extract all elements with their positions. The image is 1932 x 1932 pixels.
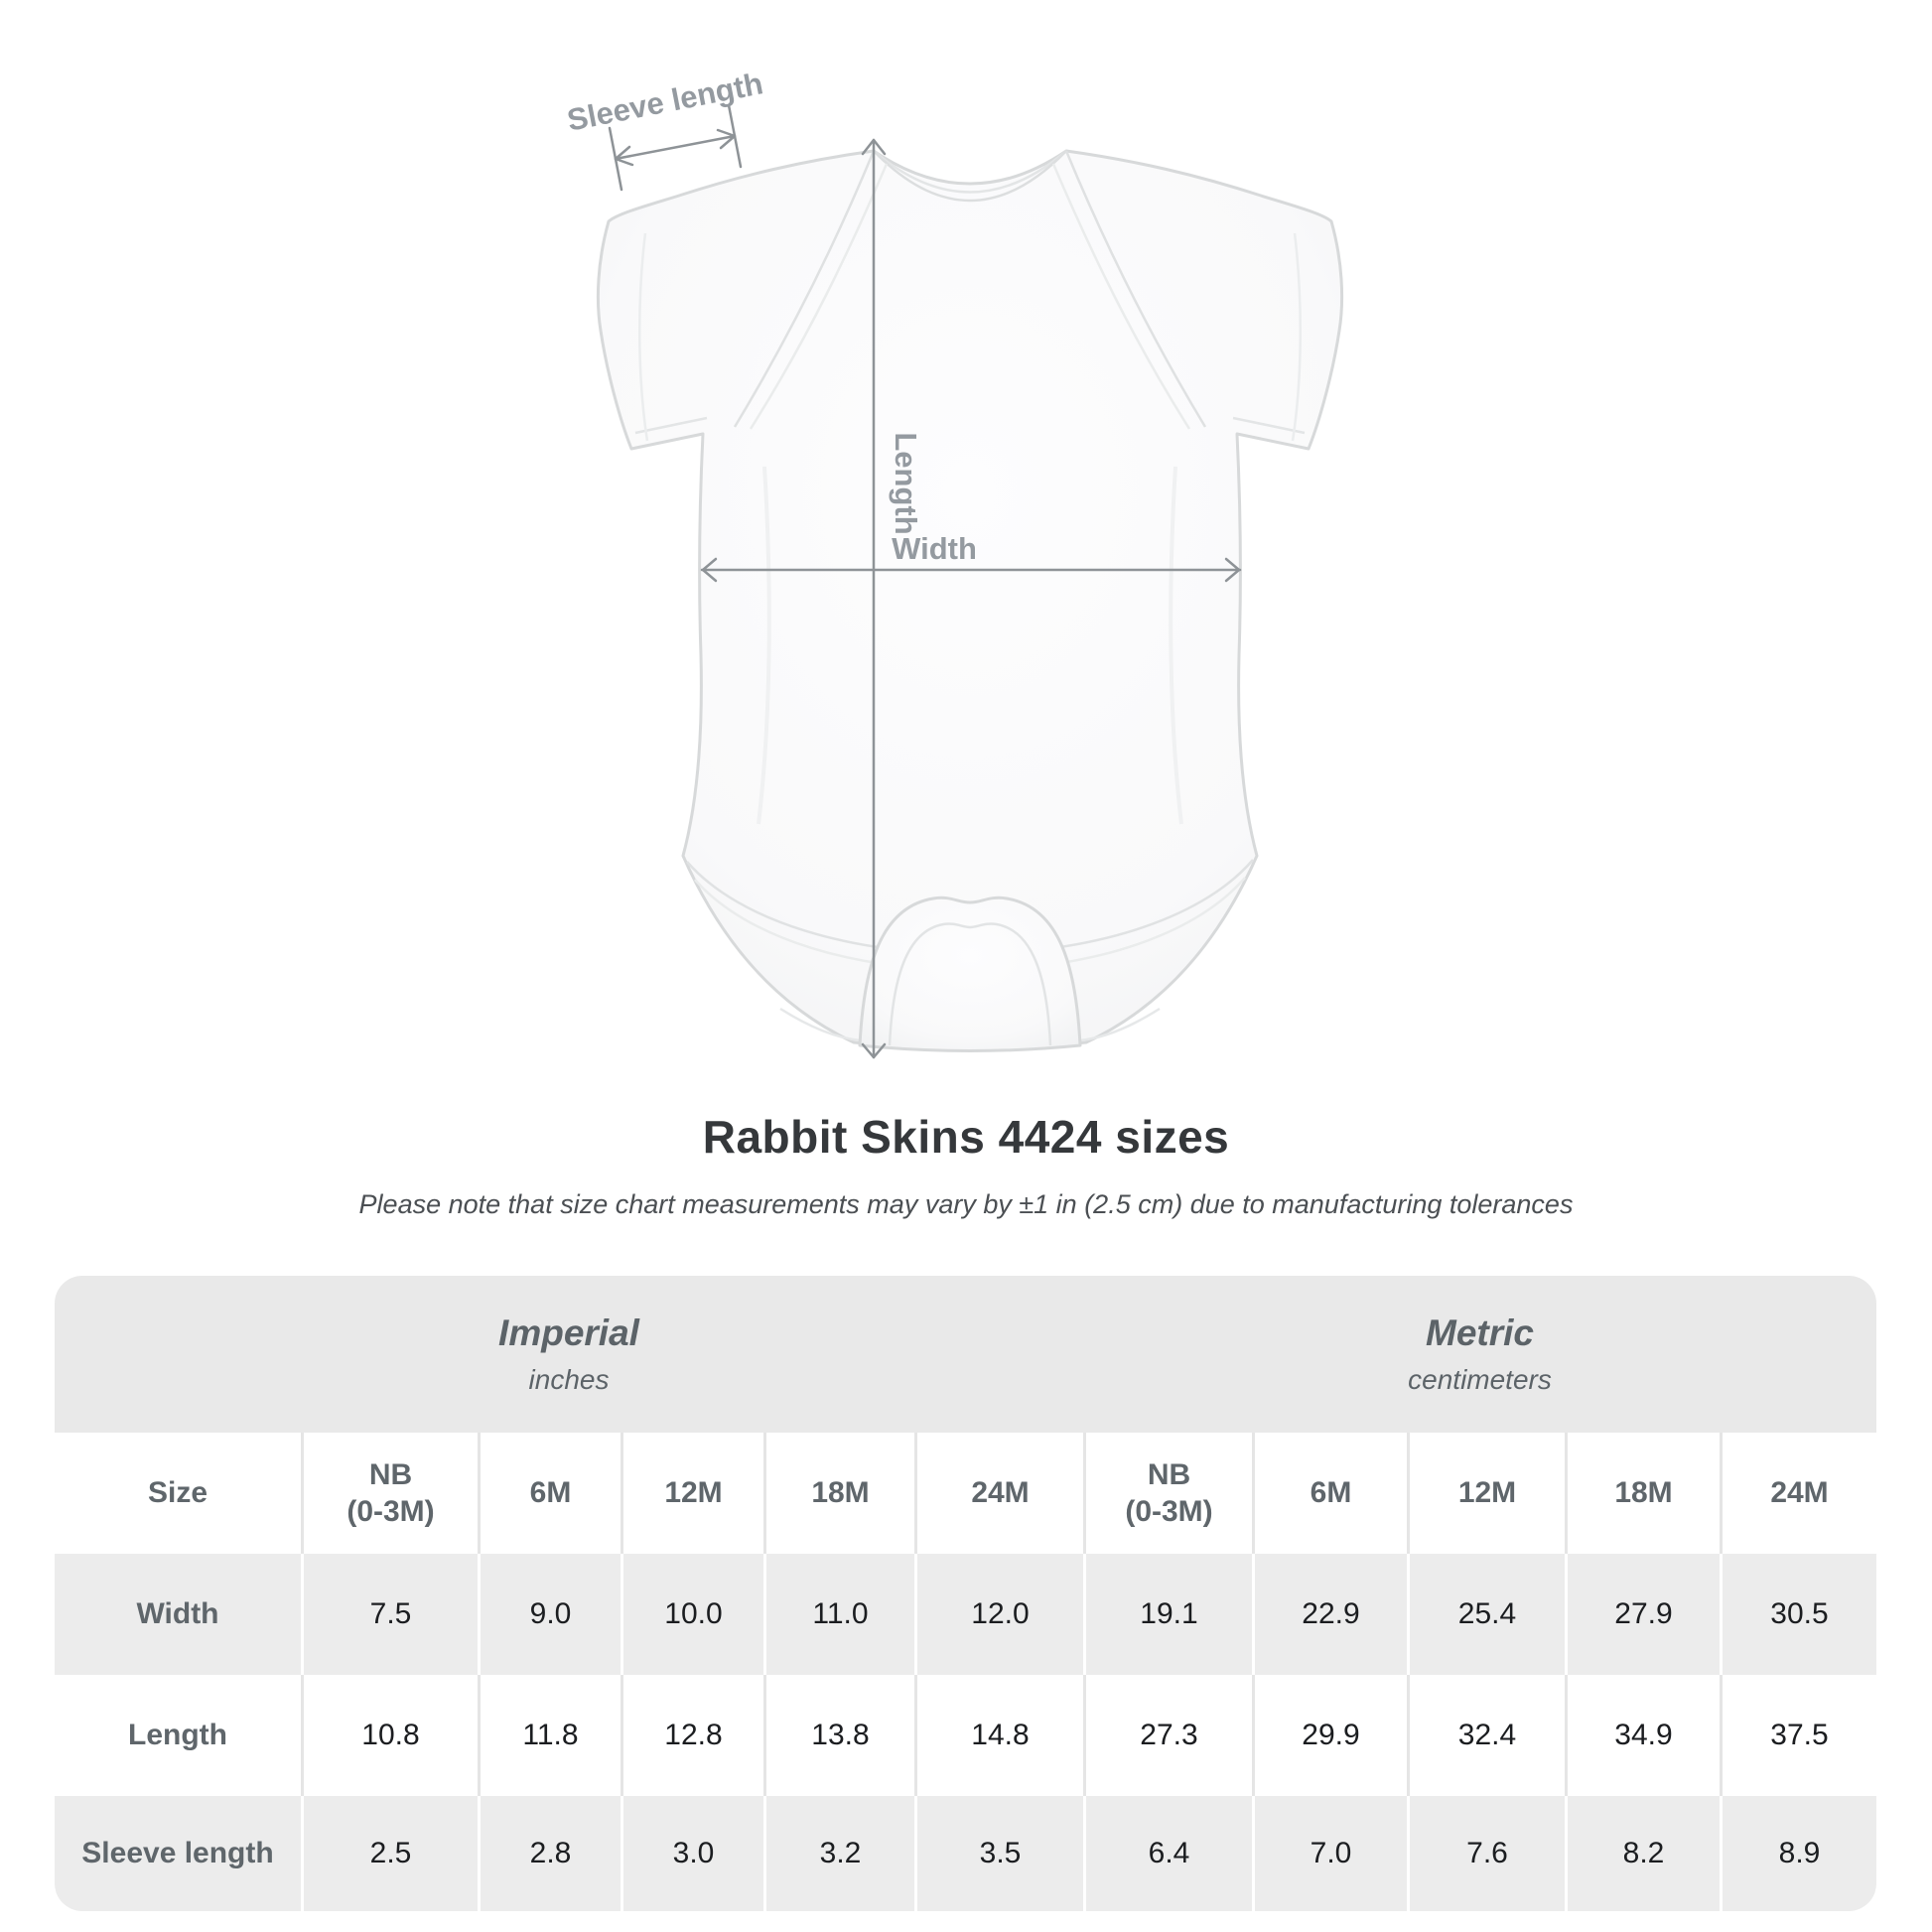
- table-cell: 30.5: [1720, 1554, 1876, 1675]
- table-cell: 10.0: [621, 1554, 763, 1675]
- row-label: Length: [128, 1719, 227, 1751]
- table-cell: 32.4: [1407, 1675, 1565, 1796]
- column-header: [763, 1433, 914, 1554]
- table-cell: 12.8: [621, 1675, 763, 1796]
- row-label: Sleeve length: [81, 1837, 274, 1869]
- table-cell: 2.5: [301, 1796, 478, 1911]
- table-cell: 10.8: [301, 1675, 478, 1796]
- table-row-sleeve-length: [55, 1796, 1876, 1911]
- column-header-line: 18M: [811, 1476, 870, 1510]
- column-header-line: 6M: [1310, 1476, 1352, 1510]
- table-cell: 8.9: [1720, 1796, 1876, 1911]
- table-cell: 6.4: [1083, 1796, 1252, 1911]
- column-header: [1083, 1433, 1252, 1554]
- table-cell: 11.0: [763, 1554, 914, 1675]
- column-header-line: 12M: [664, 1476, 723, 1510]
- imperial-unit: inches: [528, 1364, 610, 1395]
- table-cell: 25.4: [1407, 1554, 1565, 1675]
- size-chart-table: [55, 1276, 1876, 1911]
- table-cell: 8.2: [1565, 1796, 1720, 1911]
- column-header: [621, 1433, 763, 1554]
- column-header: [1407, 1433, 1565, 1554]
- table-cell: 7.6: [1407, 1796, 1565, 1911]
- sleeve-length-label: Sleeve length: [564, 66, 766, 138]
- table-cell: 29.9: [1252, 1675, 1407, 1796]
- column-header-line: 24M: [1770, 1476, 1829, 1510]
- table-cell: 9.0: [478, 1554, 621, 1675]
- column-header-line: (0-3M): [1125, 1495, 1213, 1528]
- column-header: [1720, 1433, 1876, 1554]
- table-cell: 7.0: [1252, 1796, 1407, 1911]
- table-cell: 22.9: [1252, 1554, 1407, 1675]
- metric-header: [1083, 1276, 1876, 1433]
- column-header-line: 18M: [1614, 1476, 1673, 1510]
- table-row-width: [55, 1554, 1876, 1675]
- page-title: Rabbit Skins 4424 sizes: [702, 1111, 1230, 1163]
- column-header-line: 6M: [529, 1476, 572, 1510]
- table-cell: 3.2: [763, 1796, 914, 1911]
- table-row-length: [55, 1675, 1876, 1796]
- metric-label: Metric: [1426, 1312, 1534, 1353]
- tolerance-note: Please note that size chart measurements may vary by ±1 in (2.5 cm) due to manufacturing tolerances: [358, 1189, 1574, 1219]
- table-cell: 11.8: [478, 1675, 621, 1796]
- width-label: Width: [892, 531, 977, 566]
- table-cell: 37.5: [1720, 1675, 1876, 1796]
- length-label: Length: [889, 432, 923, 535]
- column-header: [301, 1433, 478, 1554]
- table-cell: 27.9: [1565, 1554, 1720, 1675]
- metric-unit: centimeters: [1408, 1364, 1552, 1395]
- imperial-label: Imperial: [498, 1312, 639, 1353]
- column-header: [478, 1433, 621, 1554]
- table-cell: 13.8: [763, 1675, 914, 1796]
- table-cell: 2.8: [478, 1796, 621, 1911]
- size-column-title: Size: [147, 1476, 208, 1510]
- onesie-body: [598, 151, 1341, 1051]
- imperial-header: [55, 1276, 1083, 1433]
- table-cell: 12.0: [914, 1554, 1083, 1675]
- column-header: [914, 1433, 1083, 1554]
- table-cell: 27.3: [1083, 1675, 1252, 1796]
- column-header: [1252, 1433, 1407, 1554]
- row-label: Width: [136, 1597, 219, 1630]
- column-header-line: 12M: [1457, 1476, 1517, 1510]
- column-header-line: NB: [368, 1457, 413, 1491]
- column-header-line: (0-3M): [346, 1495, 435, 1528]
- column-header: [1565, 1433, 1720, 1554]
- table-cell: 3.5: [914, 1796, 1083, 1911]
- size-header-row: [55, 1433, 1876, 1554]
- units-header-row: [55, 1276, 1876, 1433]
- table-cell: 7.5: [301, 1554, 478, 1675]
- table-cell: 14.8: [914, 1675, 1083, 1796]
- table-cell: 19.1: [1083, 1554, 1252, 1675]
- table-cell: 34.9: [1565, 1675, 1720, 1796]
- column-header-line: NB: [1147, 1457, 1191, 1491]
- column-header-line: 24M: [971, 1476, 1030, 1510]
- table-cell: 3.0: [621, 1796, 763, 1911]
